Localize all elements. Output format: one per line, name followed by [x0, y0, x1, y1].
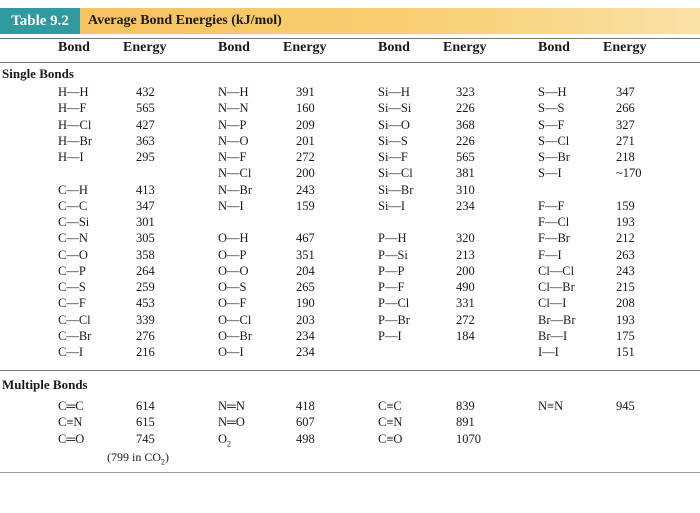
multiple-bond-c3-r2: C≡N: [378, 415, 403, 430]
single-energy-c4-r3: 327: [616, 117, 635, 132]
single-energy-c1-r14: 453: [136, 296, 155, 311]
single-energy-c2-r10: 467: [296, 231, 315, 246]
single-bond-c4-r2: S—S: [538, 101, 565, 116]
multiple-energy-c3-r3: 1070: [456, 431, 481, 446]
multiple-energy-c2-r1: 418: [296, 399, 315, 413]
multiple-energy-c3-r2: 891: [456, 415, 475, 430]
single-bond-c4-r9: F—Cl: [538, 215, 570, 229]
single-bond-c2-r17: O—I: [218, 345, 244, 359]
multiple-energy-c2-r2: 607: [296, 415, 315, 430]
multiple-energy-c3-r1: 839: [456, 399, 475, 413]
table-bottom-rule: [0, 472, 700, 473]
single-bond-c2-r11: O—P: [218, 247, 247, 262]
multiple-bond-c2-r2: N═O: [218, 415, 245, 430]
single-energy-c1-r12: 264: [136, 263, 155, 278]
single-energy-c4-r16: 175: [616, 328, 635, 343]
single-bond-c1-r9: C—Si: [58, 215, 90, 229]
multiple-bond-c4-r1: N≡N: [538, 399, 564, 413]
single-energy-c3-r2: 226: [456, 101, 475, 116]
single-energy-c3-r1: 323: [456, 85, 475, 99]
single-bond-c3-r8: Si—I: [378, 198, 406, 213]
multiple-energy-c1-r1: 614: [136, 399, 155, 413]
single-energy-c3-r3: 368: [456, 117, 475, 132]
single-energy-c3-r5: 565: [456, 150, 475, 164]
multiple-energy-c2-r3: 498: [296, 431, 315, 446]
multiple-bond-c1-r1: C═C: [58, 399, 84, 413]
multiple-bond-c3-r3: C≡O: [378, 431, 403, 446]
single-bond-c1-r7: C—H: [58, 182, 88, 197]
multiple-bond-c2-r1: N═N: [218, 399, 245, 413]
single-energy-c2-r13: 265: [296, 280, 315, 294]
multiple-energy-c4-r1: 945: [616, 399, 635, 413]
single-bond-c2-r12: O—O: [218, 263, 249, 278]
section-single-bonds: Single Bonds: [2, 66, 74, 81]
single-bond-c1-r8: C—C: [58, 198, 88, 213]
single-energy-c2-r1: 391: [296, 85, 315, 99]
single-energy-c2-r17: 234: [296, 345, 315, 359]
col-header-bond-2: Bond: [218, 40, 250, 55]
multiple-energy-c1-r3: 745: [136, 431, 155, 446]
single-bond-c1-r17: C—I: [58, 345, 83, 359]
single-energy-c2-r6: 200: [296, 166, 315, 181]
single-energy-c3-r7: 310: [456, 182, 475, 197]
single-energy-c4-r6: ~170: [616, 166, 642, 181]
col-header-energy-1: Energy: [123, 40, 167, 55]
col-header-bond-3: Bond: [378, 40, 410, 55]
single-bond-c4-r4: S—Cl: [538, 133, 570, 148]
single-energy-c4-r14: 208: [616, 296, 635, 311]
single-energy-c1-r8: 347: [136, 198, 155, 213]
single-bond-c2-r13: O—S: [218, 280, 247, 294]
single-energy-c3-r11: 213: [456, 247, 475, 262]
single-bond-c2-r1: N—H: [218, 85, 249, 99]
single-energy-c1-r7: 413: [136, 182, 155, 197]
single-bond-c2-r8: N—I: [218, 198, 244, 213]
single-energy-c2-r3: 209: [296, 117, 315, 132]
single-energy-c2-r4: 201: [296, 133, 315, 148]
single-bond-c4-r17: I—I: [538, 345, 559, 359]
single-energy-c4-r5: 218: [616, 150, 635, 164]
single-bond-c3-r2: Si—Si: [378, 101, 412, 116]
single-energy-c1-r5: 295: [136, 150, 155, 164]
single-bond-c2-r4: N—O: [218, 133, 249, 148]
single-bond-c1-r11: C—O: [58, 247, 88, 262]
single-bond-c3-r6: Si—Cl: [378, 166, 413, 181]
single-bond-c4-r13: Cl—Br: [538, 280, 575, 294]
single-energy-c2-r5: 272: [296, 150, 315, 164]
single-bond-c3-r7: Si—Br: [378, 182, 414, 197]
col-header-energy-3: Energy: [443, 40, 487, 55]
single-energy-c3-r12: 200: [456, 263, 475, 278]
single-energy-c2-r11: 351: [296, 247, 315, 262]
single-bond-c3-r3: Si—O: [378, 117, 410, 132]
single-energy-c4-r11: 263: [616, 247, 635, 262]
single-energy-c4-r10: 212: [616, 231, 635, 246]
single-bond-c2-r6: N—Cl: [218, 166, 252, 181]
single-energy-c1-r17: 216: [136, 345, 155, 359]
table-number: Table 9.2: [0, 8, 80, 34]
single-energy-c4-r17: 151: [616, 345, 635, 359]
single-bond-c4-r11: F—I: [538, 247, 562, 262]
single-bond-c4-r5: S—Br: [538, 150, 570, 164]
single-energy-c1-r13: 259: [136, 280, 155, 294]
single-bond-c4-r10: F—Br: [538, 231, 570, 246]
single-bond-c2-r3: N—P: [218, 117, 247, 132]
section-divider-rule: [0, 370, 700, 371]
single-bond-c3-r5: Si—F: [378, 150, 408, 164]
single-bond-c3-r4: Si—S: [378, 133, 408, 148]
single-bond-c2-r16: O—Br: [218, 328, 253, 343]
single-bond-c1-r10: C—N: [58, 231, 88, 246]
header-top-rule: [0, 38, 700, 39]
single-energy-c4-r8: 159: [616, 198, 635, 213]
col-header-energy-2: Energy: [283, 40, 327, 55]
single-energy-c1-r9: 301: [136, 215, 155, 229]
single-bond-c4-r14: Cl—I: [538, 296, 567, 311]
single-energy-c2-r7: 243: [296, 182, 315, 197]
single-bond-c1-r14: C—F: [58, 296, 86, 311]
single-energy-c2-r8: 159: [296, 198, 315, 213]
single-bond-c2-r5: N—F: [218, 150, 247, 164]
single-energy-c4-r15: 193: [616, 312, 635, 327]
col-header-bond-4: Bond: [538, 40, 570, 55]
single-energy-c3-r16: 184: [456, 328, 475, 343]
single-energy-c4-r2: 266: [616, 101, 635, 116]
single-bond-c2-r10: O—H: [218, 231, 249, 246]
single-bond-c3-r14: P—Cl: [378, 296, 410, 311]
col-header-energy-4: Energy: [603, 40, 647, 55]
single-energy-c3-r13: 490: [456, 280, 475, 294]
single-energy-c1-r4: 363: [136, 133, 155, 148]
single-bond-c3-r12: P—P: [378, 263, 405, 278]
single-energy-c4-r13: 215: [616, 280, 635, 294]
single-energy-c1-r1: 432: [136, 85, 155, 99]
single-bond-c1-r12: C—P: [58, 263, 86, 278]
single-energy-c1-r16: 276: [136, 328, 155, 343]
single-energy-c3-r10: 320: [456, 231, 475, 246]
single-bond-c3-r10: P—H: [378, 231, 407, 246]
single-bond-c4-r6: S—I: [538, 166, 562, 181]
header-bottom-rule: [0, 62, 700, 63]
single-bond-c1-r3: H—Cl: [58, 117, 92, 132]
single-energy-c3-r15: 272: [456, 312, 475, 327]
multiple-bond-c1-r3: C═O: [58, 431, 85, 446]
single-bond-c1-r5: H—I: [58, 150, 84, 164]
single-bond-c2-r15: O—Cl: [218, 312, 252, 327]
single-bond-c3-r11: P—Si: [378, 247, 408, 262]
single-energy-c4-r1: 347: [616, 85, 635, 99]
single-bond-c1-r4: H—Br: [58, 133, 93, 148]
single-bond-c3-r1: Si—H: [378, 85, 410, 99]
single-bond-c1-r2: H—F: [58, 101, 87, 116]
multiple-energy-c1-r2: 615: [136, 415, 155, 430]
single-energy-c3-r4: 226: [456, 133, 475, 148]
single-bond-c1-r1: H—H: [58, 85, 89, 99]
single-bond-c2-r7: N—Br: [218, 182, 253, 197]
single-bond-c3-r16: P—I: [378, 328, 402, 343]
single-bond-c3-r15: P—Br: [378, 312, 410, 327]
multiple-bond-c1-r2: C≡N: [58, 415, 83, 430]
single-energy-c4-r12: 243: [616, 263, 635, 278]
single-energy-c4-r4: 271: [616, 133, 635, 148]
table-title: Average Bond Energies (kJ/mol): [88, 13, 282, 28]
single-energy-c3-r8: 234: [456, 198, 475, 213]
section-multiple-bonds: Multiple Bonds: [2, 377, 88, 392]
single-bond-c4-r1: S—H: [538, 85, 567, 99]
single-bond-c4-r15: Br—Br: [538, 312, 576, 327]
single-bond-c4-r8: F—F: [538, 198, 565, 213]
single-energy-c2-r16: 234: [296, 328, 315, 343]
single-bond-c2-r14: O—F: [218, 296, 247, 311]
single-energy-c1-r15: 339: [136, 312, 155, 327]
multiple-bond-c3-r1: C≡C: [378, 399, 402, 413]
single-bond-c1-r15: C—Cl: [58, 312, 91, 327]
single-bond-c1-r13: C—S: [58, 280, 86, 294]
single-energy-c2-r14: 190: [296, 296, 315, 311]
single-energy-c3-r6: 381: [456, 166, 475, 181]
single-energy-c4-r9: 193: [616, 215, 635, 229]
single-bond-c4-r12: Cl—Cl: [538, 263, 575, 278]
single-bond-c1-r16: C—Br: [58, 328, 92, 343]
single-energy-c2-r2: 160: [296, 101, 315, 116]
single-energy-c1-r2: 565: [136, 101, 155, 116]
single-energy-c2-r12: 204: [296, 263, 315, 278]
single-bond-c2-r2: N—N: [218, 101, 249, 116]
single-energy-c1-r10: 305: [136, 231, 155, 246]
single-bond-c4-r3: S—F: [538, 117, 565, 132]
single-energy-c1-r11: 358: [136, 247, 155, 262]
single-energy-c3-r14: 331: [456, 296, 475, 311]
table-title-bar: [0, 8, 700, 34]
multiple-bond-c2-r3: $O_2$: [218, 431, 232, 448]
single-energy-c2-r15: 203: [296, 312, 315, 327]
single-bond-c3-r13: P—F: [378, 280, 405, 294]
single-energy-c1-r3: 427: [136, 117, 155, 132]
co2-note: (799 in $CO_2$): [107, 450, 169, 467]
single-bond-c4-r16: Br—I: [538, 328, 568, 343]
col-header-bond-1: Bond: [58, 40, 90, 55]
